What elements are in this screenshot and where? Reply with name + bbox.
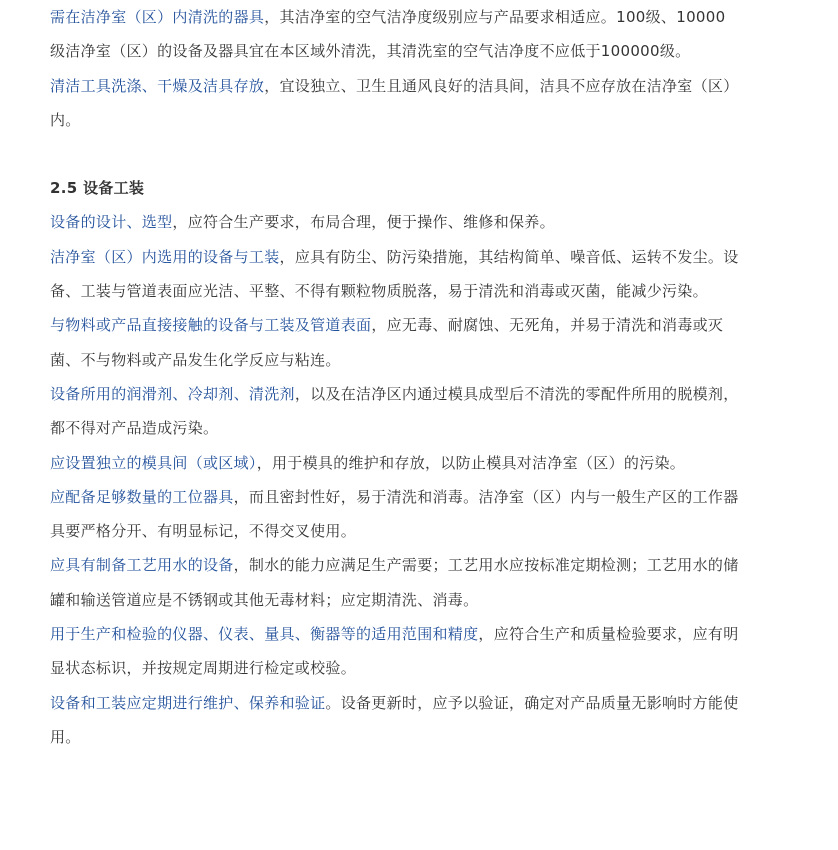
paragraph-text: ，宜设独立、卫生且通风良好的洁具间，洁具不应存放在洁净室（区）内。 [50, 76, 739, 129]
paragraph-lead: 设备和工装应定期进行维护、保养和验证 [50, 693, 326, 712]
paragraph-lead: 用于生产和检验的仪器、仪表、量具、衡器等的适用范围和精度 [50, 625, 479, 644]
paragraph-text: ，应符合生产要求，布局合理，便于操作、维修和保养。 [172, 213, 555, 232]
paragraph-text: ，应无毒、耐腐蚀、无死角，并易于清洗和消毒或灭菌、不与物料或产品发生化学反应与粘连。 [50, 316, 724, 369]
paragraph-text: ，其洁净室的空气洁净度级别应与产品要求相适应。100级、10000级洁净室（区）的设备及器具宜在本区域外清洗，其清洗室的空气洁净度不应低于100000级。 [50, 8, 726, 61]
section-paragraph [50, 686, 740, 755]
paragraph-lead: 应配备足够数量的工位器具 [50, 487, 234, 506]
paragraph-spacer [50, 137, 740, 171]
paragraph-text: 。设备更新时，应予以验证，确定对产品质量无影响时方能使用。 [50, 693, 739, 746]
paragraph-lead: 设备所用的润滑剂、冷却剂、清洗剂 [50, 384, 295, 403]
section-paragraph [50, 240, 740, 309]
section-paragraph [50, 617, 740, 686]
section-heading: 2.5 设备工装 [50, 179, 145, 198]
paragraph-text: ，制水的能力应满足生产需要；工艺用水应按标准定期检测；工艺用水的储罐和输送管道应是不锈钢或其他无毒材料；应定期清洗、消毒。 [50, 556, 739, 609]
section-paragraph [50, 446, 740, 480]
paragraph-lead: 设备的设计、选型 [50, 213, 173, 232]
paragraph-text: ，应具有防尘、防污染措施，其结构简单、噪音低、运转不发尘。设备、工装与管道表面应光洁、平整、不得有颗粒物质脱落，易于清洗和消毒或灭菌，能减少污染。 [50, 247, 739, 301]
paragraph-lead: 与物料或产品直接接触的设备与工装及管道表面 [50, 316, 372, 335]
section-paragraph [50, 205, 740, 239]
section-paragraph [50, 480, 740, 549]
paragraph-lead: 应设置独立的模具间（或区域） [50, 453, 257, 472]
paragraph-lead: 清洁工具洗涤、干燥及洁具存放 [50, 76, 265, 95]
section-paragraph [50, 308, 740, 377]
section-paragraph [50, 377, 740, 446]
article-body [50, 0, 740, 754]
paragraph-text: ，以及在洁净区内通过模具成型后不清洗的零配件所用的脱模剂，都不得对产品造成污染。 [50, 384, 739, 438]
paragraph-lead: 应具有制备工艺用水的设备 [50, 556, 234, 575]
paragraph-text: ，而且密封性好，易于清洗和消毒。洁净室（区）内与一般生产区的工作器具要严格分开、有明显标记，不得交叉使用。 [50, 487, 739, 541]
intro-paragraph [50, 0, 740, 69]
section-paragraph [50, 548, 740, 617]
intro-paragraph [50, 69, 740, 138]
paragraph-lead: 洁净室（区）内选用的设备与工装 [50, 247, 280, 266]
paragraph-text: ，用于模具的维护和存放，以防止模具对洁净室（区）的污染。 [256, 453, 686, 472]
paragraph-lead: 需在洁净室（区）内清洗的器具 [50, 8, 265, 26]
paragraph-text: ，应符合生产和质量检验要求，应有明显状态标识，并按规定周期进行检定或校验。 [50, 625, 739, 678]
